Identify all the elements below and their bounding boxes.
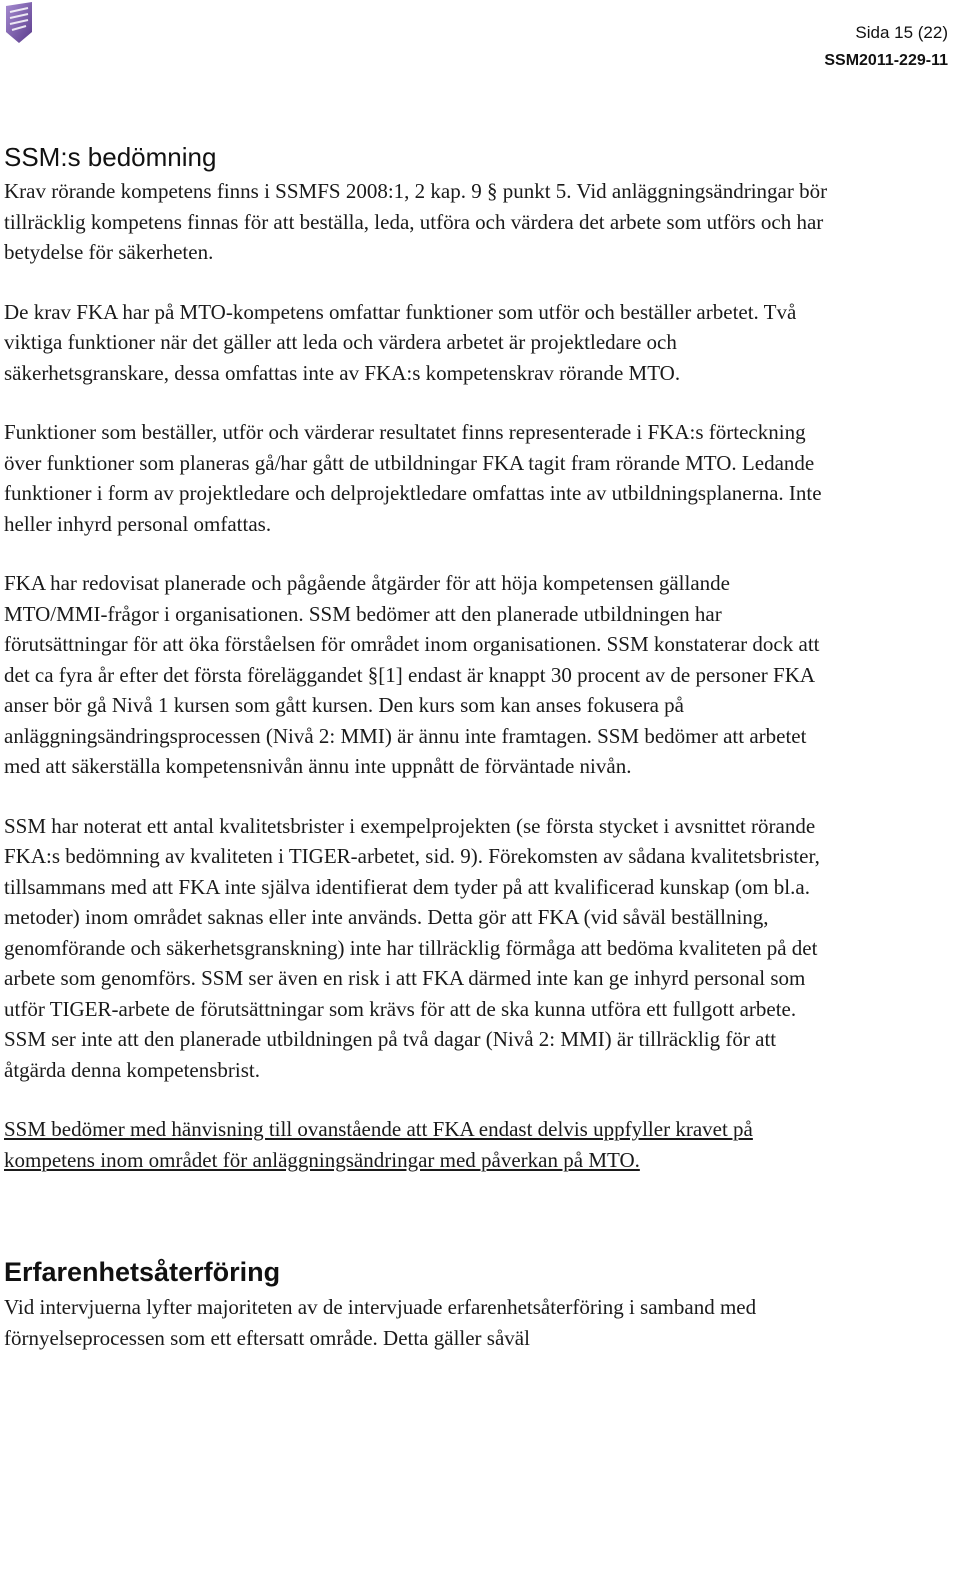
ssm-logo-icon	[4, 2, 34, 44]
conclusion-paragraph	[4, 1114, 834, 1175]
section-heading-ssm-bedomning: SSM:s bedömning	[4, 142, 217, 172]
conclusion-text: SSM bedömer med hänvisning till ovanstående att FKA endast delvis uppfyller kravet på kompetens inom området för anläggningsändringar med påverkan på MTO.	[4, 1117, 753, 1172]
paragraph: Vid intervjuerna lyfter majoriteten av de intervjuade erfarenhetsåterföring i samband med förnyelseprocessen som ett eftersatt område. Detta gäller såväl	[4, 1295, 757, 1350]
page-number: Sida 15 (22)	[855, 23, 948, 42]
paragraph: Funktioner som beställer, utför och värderar resultatet finns representerade i FKA:s förteckning över funktioner som planeras gå/har gått de utbildningar FKA tagit fram rörande MTO. Ledande funktioner i form av projektledare och delprojektledare omfattas inte av utbildningsplanerna. Inte heller inhyrd personal omfattas.	[4, 420, 822, 536]
section-heading-erfarenhetsaterforing: Erfarenhetsåterföring	[4, 1257, 281, 1287]
paragraph: FKA har redovisat planerade och pågående åtgärder för att höja kompetensen gällande MTO/MMI-frågor i organisationen. SSM bedömer att den planerade utbildningen har förutsättningar för att öka förståelsen för området inom organisationen. SSM konstaterar dock att det ca fyra år efter det första föreläggandet §[1] endast är knappt 30 procent av de personer FKA anser bör gå Nivå 1 kursen som gått kursen. Den kurs som kan anses fokusera på anläggningsändringsprocessen (Nivå 2: MMI) är ännu inte framtagen. SSM bedömer att arbetet med att säkerställa kompetensnivån ännu inte uppnått de förväntade nivån.	[4, 571, 820, 778]
paragraph: De krav FKA har på MTO-kompetens omfattar funktioner som utför och beställer arbetet. Två viktiga funktioner när det gäller att leda och värdera arbetet är projektledare och säkerhetsgranskare, dessa omfattas inte av FKA:s kompetenskrav rörande MTO.	[4, 299, 797, 385]
section-spacer	[4, 1204, 834, 1252]
paragraph: SSM har noterat ett antal kvalitetsbrister i exempelprojekten (se första stycket i avsnittet rörande FKA:s bedömning av kvaliteten i TIGER-arbetet, sid. 9). Förekomsten av sådana kvalitetsbrister, tillsammans med att FKA inte själva identifierat dem tyder på att kvalificerad kunskap (om bl.a. metoder) inom området saknas eller inte används. Detta gör att FKA (vid såväl beställning, genomförande och säkerhetsgranskning) inte har tillräcklig förmåga att bedöma kvaliteten på det arbete som genomförs. SSM ser även en risk i att FKA därmed inte kan ge inhyrd personal som utför TIGER-arbete de förutsättningar som krävs för att de ska kunna utföra ett fullgott arbete. SSM ser inte att den planerade utbildningen på två dagar (Nivå 2: MMI) är tillräcklig för att åtgärda denna kompetensbrist.	[4, 813, 820, 1082]
document-id: SSM2011-229-11	[824, 52, 948, 69]
document-body	[4, 138, 834, 1382]
page-header	[824, 20, 948, 74]
paragraph: Krav rörande kompetens finns i SSMFS 2008:1, 2 kap. 9 § punkt 5. Vid anläggningsändringar bör tillräcklig kompetens finnas för att beställa, leda, utföra och värdera det arbete som utförs och har betydelse för säkerheten.	[4, 179, 828, 264]
